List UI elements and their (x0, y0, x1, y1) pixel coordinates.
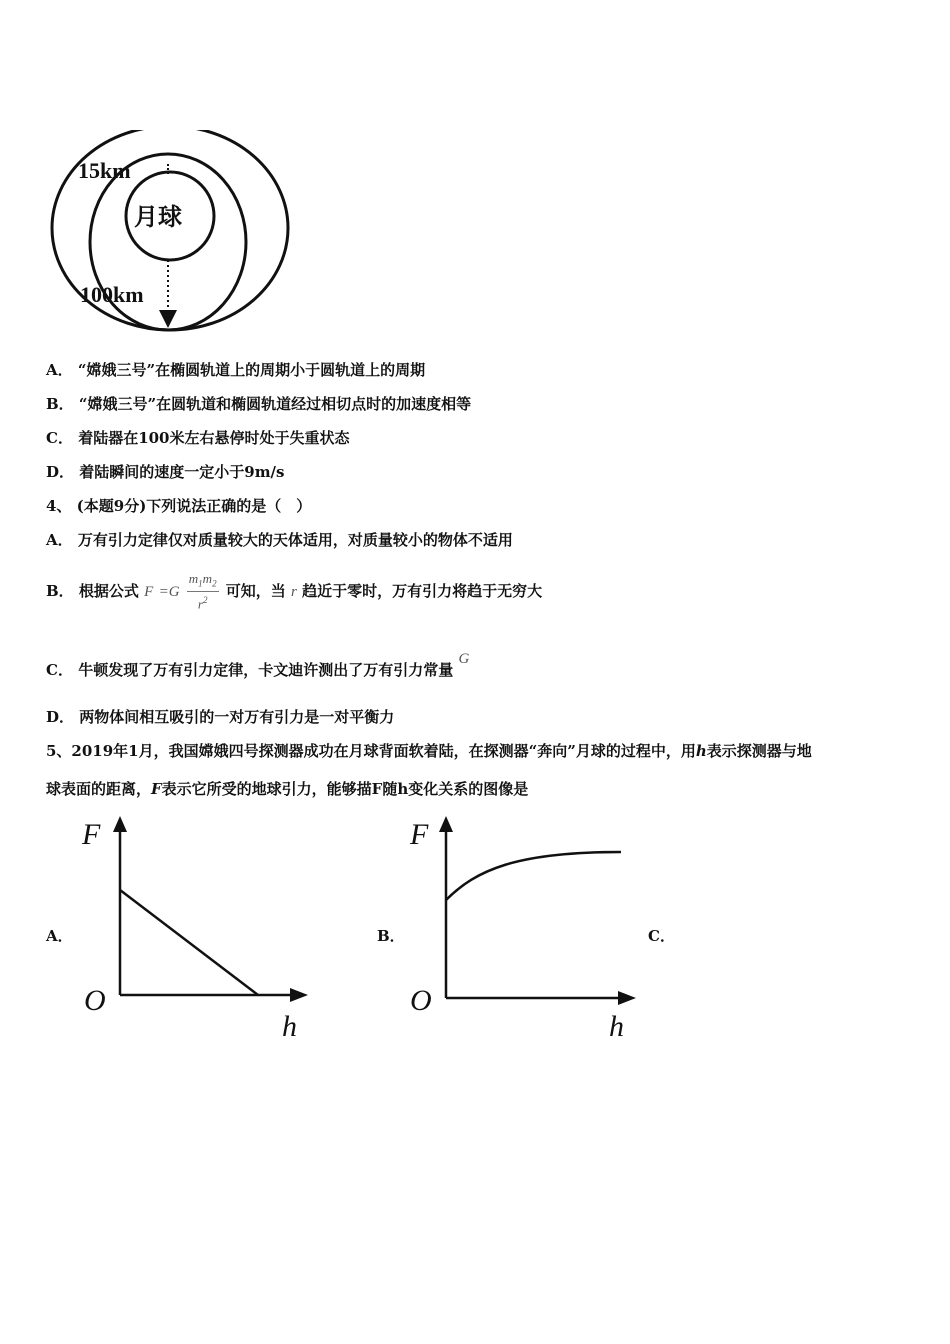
q3-option-d (46, 462, 284, 482)
q4-option-b-post: 趋近于零时，万有引力将趋于无穷大 (302, 581, 543, 600)
q5-line1-pre: 5、2019年1月，我国嫦娥四号探测器成功在月球背面软着陆，在探测器“奔向”月球的过程中，用 (46, 742, 696, 760)
q5-option-a-label: A． (46, 927, 73, 945)
q3-option-b (46, 394, 471, 414)
q4-option-b (46, 572, 542, 612)
graph-a-x-arrow-icon (290, 988, 308, 1002)
q5-line2-post: 表示它所受的地球引力，能够描F随h变化关系的图像是 (161, 780, 529, 798)
q5-option-c-label: C． (648, 927, 675, 945)
graph-a-y-label: F (82, 818, 101, 851)
var-r: r (291, 583, 297, 600)
formula-denominator: $r^2$ (197, 594, 208, 611)
q3-option-d-key: D． (46, 463, 75, 481)
graph-a (78, 812, 318, 1042)
q4-option-b-key: B． (46, 581, 74, 600)
q4-option-d (46, 707, 394, 727)
q4-option-d-key: D． (46, 708, 75, 726)
graph-a-x-label: h (282, 1010, 297, 1042)
graph-b-curve (446, 852, 621, 900)
graph-b-y-label: F (410, 818, 429, 851)
q5-option-b-label: B． (377, 927, 405, 945)
q3-option-c-text: 着陆器在100米左右悬停时处于失重状态 (78, 429, 350, 447)
q3-option-c-key: C． (46, 429, 73, 447)
q3-option-c (46, 428, 350, 448)
q5-var-F: F (151, 780, 162, 798)
q3-option-a-text: “嫦娥三号”在椭圆轨道上的周期小于圆轨道上的周期 (77, 361, 426, 379)
formula-eq: =G (158, 583, 180, 600)
q3-option-b-text: “嫦娥三号”在圆轨道和椭圆轨道经过相切点时的加速度相等 (78, 395, 472, 413)
label-15km: 15km (78, 158, 131, 183)
q3-option-a (46, 360, 425, 380)
q4-option-c-key: C． (46, 661, 73, 679)
label-100km: 100km (80, 282, 144, 307)
q4-option-a (46, 530, 513, 550)
graph-a-origin-label: O (84, 984, 106, 1017)
q4-option-b-mid: 可知，当 (225, 581, 286, 600)
q5-line1 (46, 741, 812, 761)
q4-option-d-text: 两物体间相互吸引的一对万有引力是一对平衡力 (79, 708, 395, 726)
q3-option-a-key: A． (46, 361, 73, 379)
q5-var-h: h (695, 742, 707, 760)
q4-option-c-text: 牛顿发现了万有引力定律，卡文迪许测出了万有引力常量 (78, 661, 454, 679)
graph-b-origin-label: O (410, 984, 432, 1017)
var-G: G (458, 651, 470, 667)
q5-line1-post: 表示探测器与地 (706, 742, 812, 760)
q5-line2-pre: 球表面的距离， (46, 780, 152, 798)
graph-b-x-label: h (609, 1010, 624, 1042)
q4-option-a-key: A． (46, 531, 73, 549)
q4-option-b-pre: 根据公式 (78, 581, 139, 600)
graph-b-y-arrow-icon (439, 816, 453, 832)
q3-option-d-text: 着陆瞬间的速度一定小于9m/s (79, 463, 285, 481)
formula-fraction (187, 572, 219, 612)
q4-stem: 4、 (本题9分)下列说法正确的是（ ） (46, 497, 312, 515)
arrow-head-icon (159, 310, 177, 328)
graph-a-line (120, 890, 258, 995)
q4-option-c (46, 651, 470, 681)
orbit-diagram (40, 130, 310, 340)
graph-a-y-arrow-icon (113, 816, 127, 832)
graph-b (406, 812, 646, 1042)
q5-line2 (46, 779, 528, 799)
graph-b-x-arrow-icon (618, 991, 636, 1005)
formula-numerator: $m_1m_2$ (187, 572, 219, 592)
label-moon: 月球 (134, 203, 182, 231)
q4-option-a-text: 万有引力定律仅对质量较大的天体适用，对质量较小的物体不适用 (77, 531, 513, 549)
formula-lhs: F (144, 583, 154, 600)
q3-option-b-key: B． (46, 395, 74, 413)
